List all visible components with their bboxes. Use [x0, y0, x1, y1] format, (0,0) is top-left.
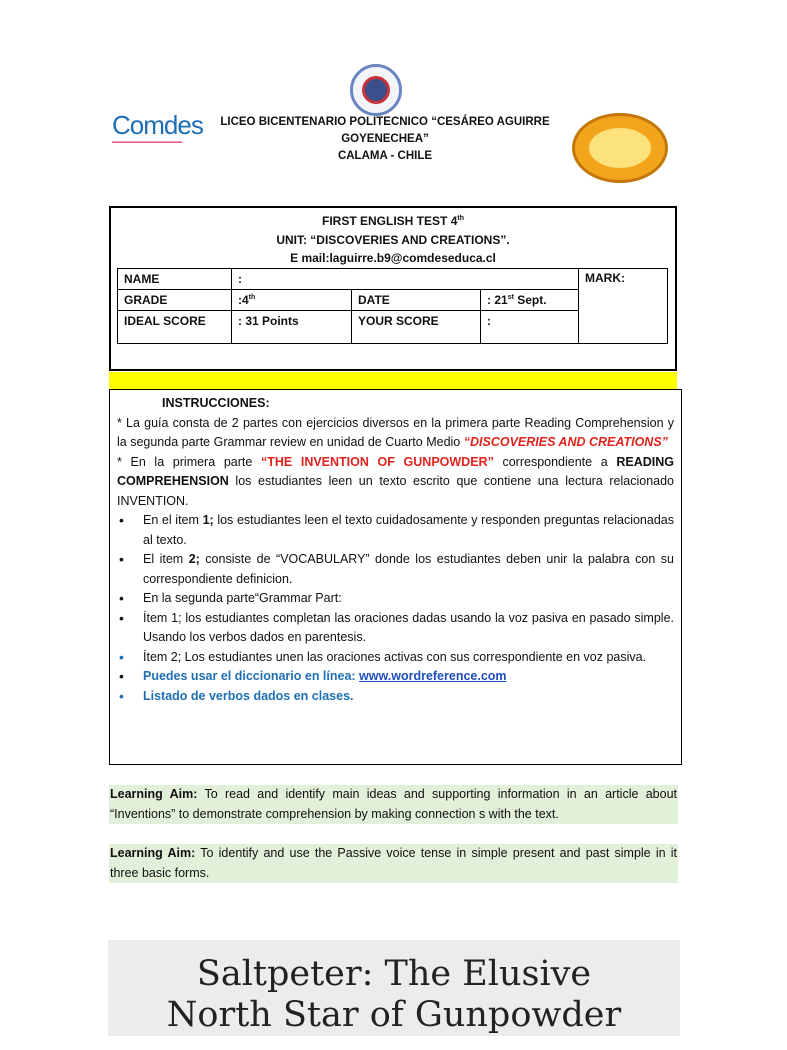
date-label: DATE [352, 290, 481, 311]
ideal-score-label: IDEAL SCORE [118, 311, 232, 344]
test-unit: UNIT: “DISCOVERIES AND CREATIONS”. [276, 232, 510, 247]
school-line-2: GOYENECHEA” [341, 133, 429, 145]
name-field[interactable]: : [232, 269, 579, 290]
list-item: • Puedes usar el diccionario en línea: www.wordreference.com [143, 667, 674, 687]
school-line-1: LICEO BICENTENARIO POLITECNICO “CESÁREO AGUIRRE [220, 116, 550, 128]
list-item: • Listado de verbos dados en clases. [143, 687, 674, 707]
instructions-list [117, 511, 674, 706]
article-title-line-2: North Star of Gunpowder [166, 995, 622, 1035]
instructions-paragraph-1: * La guía consta de 2 partes con ejercicios diversos en la primera parte Reading Comprehension y la segunda parte Grammar review en unidad de Cuarto Medio “DISCOVERIES AND CREATIONS” [117, 415, 674, 449]
wordreference-link[interactable]: www.wordreference.com [359, 669, 507, 683]
grade-label: GRADE [118, 290, 232, 311]
mark-label: MARK: [585, 271, 625, 285]
test-title: FIRST ENGLISH TEST 4th [322, 214, 464, 228]
list-item: • El item 2; consiste de “VOCABULARY” donde los estudiantes deben unir la palabra con su correspondiente definicion. [143, 550, 674, 589]
name-label: NAME [118, 269, 232, 290]
list-item: • Ítem 1; los estudiantes completan las oraciones dadas usando la voz pasiva en pasado simple. Usando los verbos dados en parentesis. [143, 609, 674, 648]
grade-field: :4th [232, 290, 352, 311]
comdes-logo-subtitle: ▬▬▬▬▬▬▬▬▬▬▬▬▬▬ [112, 139, 182, 145]
highlight-bar [109, 372, 677, 389]
test-heading [109, 210, 677, 268]
school-crest-icon [350, 64, 402, 116]
comdes-logo [112, 110, 212, 158]
learning-aim-1: Learning Aim: To read and identify main ideas and supporting information in an article about “Inventions” to demonstrate comprehension by making connection s with the text. [109, 785, 678, 824]
test-email: E mail:laguirre.b9@comdeseduca.cl [290, 251, 496, 265]
student-info-table [117, 268, 668, 344]
your-score-label: YOUR SCORE [352, 311, 481, 344]
list-item: • Ítem 2; Los estudiantes unen las oraciones activas con sus correspondiente en voz pasiva. [143, 648, 674, 668]
ideal-score-value: : 31 Points [232, 311, 352, 344]
list-item: • En la segunda parte“Grammar Part: [143, 589, 674, 609]
date-field: : 21st Sept. [481, 290, 579, 311]
your-score-field[interactable]: : [481, 311, 579, 344]
municipal-seal-icon [572, 113, 668, 183]
learning-aim-2: Learning Aim: To identify and use the Passive voice tense in simple present and past simple in it three basic forms. [109, 844, 678, 883]
school-line-3: CALAMA - CHILE [337, 150, 433, 162]
article-title-line-1: Saltpeter: The Elusive [196, 954, 592, 994]
list-item: • En el item 1; los estudiantes leen el texto cuidadosamente y responden preguntas relacionadas al texto. [143, 511, 674, 550]
instructions-title: INSTRUCCIONES: [162, 396, 270, 410]
instructions-paragraph-2: * En la primera parte “THE INVENTION OF GUNPOWDER” correspondiente a READING COMPREHENSION los estudiantes leen un texto escrito que contiene una lectura relacionado INVENTION. [117, 454, 675, 508]
comdes-logo-text: Comdes [112, 110, 203, 140]
mark-box [579, 269, 668, 344]
article-title [108, 940, 680, 1036]
instructions-content [117, 394, 674, 706]
school-name [220, 114, 550, 165]
